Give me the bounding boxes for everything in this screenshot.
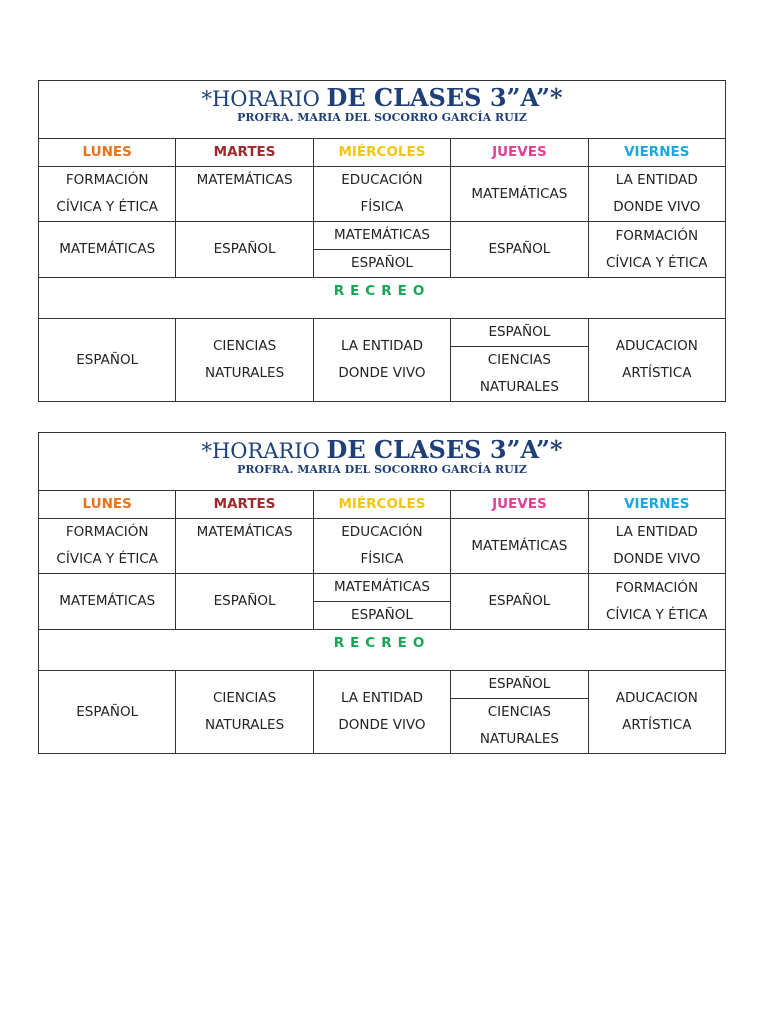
- cell-line: CIENCIAS: [487, 352, 551, 368]
- teacher-name: PROFRA. MARIA DEL SOCORRO GARCÍA RUIZ: [237, 111, 527, 124]
- cell-viernes-1: [588, 519, 725, 574]
- title-part2: DE CLASES 3”A”*: [326, 83, 563, 112]
- cell-lunes-2: MATEMÁTICAS: [39, 222, 176, 278]
- title-part1: *HORARIO: [201, 439, 327, 463]
- day-miercoles: MIÉRCOLES: [313, 139, 450, 167]
- cell-line: ARTÍSTICA: [622, 365, 692, 381]
- cell-martes-3: [176, 319, 313, 402]
- cell-line: FORMACIÓN: [615, 579, 699, 596]
- recreo-label: RECREO: [39, 278, 726, 319]
- day-lunes: LUNES: [39, 491, 176, 519]
- cell-line: NATURALES: [205, 365, 285, 381]
- cell-viernes-3: [588, 671, 725, 754]
- day-lunes: LUNES: [39, 139, 176, 167]
- cell-lunes-1: [39, 167, 176, 222]
- cell-line: FORMACIÓN: [65, 524, 149, 540]
- day-miercoles: MIÉRCOLES: [313, 491, 450, 519]
- schedule-table: [38, 432, 726, 754]
- cell-jueves-2: ESPAÑOL: [451, 574, 588, 630]
- cell-line: MATEMÁTICAS: [471, 185, 568, 202]
- cell-line: DONDE VIVO: [338, 365, 426, 381]
- schedule-title: [39, 433, 725, 463]
- cell-line: LA ENTIDAD: [615, 524, 698, 540]
- schedule-table: [38, 80, 726, 402]
- day-jueves: JUEVES: [451, 139, 588, 167]
- cell-viernes-2: [588, 574, 725, 630]
- day-viernes: VIERNES: [588, 139, 725, 167]
- cell-line: CÍVICA Y ÉTICA: [606, 606, 708, 623]
- cell-miercoles-1: [313, 167, 450, 222]
- cell-line: MATEMÁTICAS: [314, 222, 450, 250]
- schedule-title: [39, 81, 725, 111]
- day-viernes: VIERNES: [588, 491, 725, 519]
- cell-line: ADUCACION: [615, 338, 698, 354]
- schedule-header: [39, 81, 726, 139]
- cell-line: LA ENTIDAD: [340, 690, 423, 706]
- recreo-label: RECREO: [39, 630, 726, 671]
- cell-line: DONDE VIVO: [338, 717, 426, 733]
- cell-line: CIENCIAS: [212, 338, 277, 354]
- cell-line: MATEMÁTICAS: [196, 524, 293, 540]
- day-martes: MARTES: [176, 139, 313, 167]
- cell-line: FÍSICA: [360, 551, 404, 567]
- cell-line: NATURALES: [479, 731, 559, 747]
- cell-martes-3: [176, 671, 313, 754]
- cell-miercoles-1: [313, 519, 450, 574]
- cell-martes-2: ESPAÑOL: [176, 222, 313, 278]
- cell-line: DONDE VIVO: [613, 199, 701, 215]
- cell-line: FÍSICA: [360, 199, 404, 215]
- cell-line: EDUCACIÓN: [341, 524, 423, 540]
- cell-line: EDUCACIÓN: [341, 172, 423, 188]
- cell-jueves-2: ESPAÑOL: [451, 222, 588, 278]
- cell-line: MATEMÁTICAS: [196, 172, 293, 188]
- cell-viernes-3: [588, 319, 725, 402]
- cell-line: MATEMÁTICAS: [471, 537, 568, 554]
- cell-jueves-3: [451, 671, 588, 754]
- cell-lunes-3: ESPAÑOL: [39, 671, 176, 754]
- cell-line: ESPAÑOL: [351, 607, 413, 623]
- cell-line: ESPAÑOL: [351, 255, 413, 271]
- cell-line: ESPAÑOL: [451, 671, 587, 699]
- cell-line: NATURALES: [479, 379, 559, 395]
- cell-line: ARTÍSTICA: [622, 717, 692, 733]
- cell-viernes-1: [588, 167, 725, 222]
- cell-line: CÍVICA Y ÉTICA: [56, 551, 158, 567]
- cell-line: ADUCACION: [615, 690, 698, 706]
- cell-martes-1: [176, 167, 313, 222]
- cell-line: CÍVICA Y ÉTICA: [56, 199, 158, 215]
- cell-line: MATEMÁTICAS: [314, 574, 450, 602]
- cell-jueves-3: [451, 319, 588, 402]
- cell-miercoles-2: [313, 574, 450, 630]
- day-jueves: JUEVES: [451, 491, 588, 519]
- cell-miercoles-2: [313, 222, 450, 278]
- cell-line: CÍVICA Y ÉTICA: [606, 254, 708, 271]
- schedule-header: [39, 433, 726, 491]
- title-part2: DE CLASES 3”A”*: [326, 435, 563, 464]
- cell-martes-2: ESPAÑOL: [176, 574, 313, 630]
- cell-line: NATURALES: [205, 717, 285, 733]
- cell-line: CIENCIAS: [212, 690, 277, 706]
- cell-line: LA ENTIDAD: [340, 338, 423, 354]
- cell-line: CIENCIAS: [487, 704, 551, 720]
- cell-lunes-1: [39, 519, 176, 574]
- cell-line: FORMACIÓN: [65, 172, 149, 188]
- cell-miercoles-3: [313, 671, 450, 754]
- day-martes: MARTES: [176, 491, 313, 519]
- cell-jueves-1: [451, 519, 588, 574]
- cell-line: FORMACIÓN: [615, 227, 699, 244]
- cell-jueves-1: [451, 167, 588, 222]
- cell-lunes-2: MATEMÁTICAS: [39, 574, 176, 630]
- teacher-name: PROFRA. MARIA DEL SOCORRO GARCÍA RUIZ: [237, 463, 527, 476]
- cell-miercoles-3: [313, 319, 450, 402]
- cell-line: DONDE VIVO: [613, 551, 701, 567]
- cell-line: ESPAÑOL: [451, 319, 587, 347]
- cell-lunes-3: ESPAÑOL: [39, 319, 176, 402]
- cell-martes-1: [176, 519, 313, 574]
- cell-viernes-2: [588, 222, 725, 278]
- cell-line: LA ENTIDAD: [615, 172, 698, 188]
- title-part1: *HORARIO: [201, 87, 327, 111]
